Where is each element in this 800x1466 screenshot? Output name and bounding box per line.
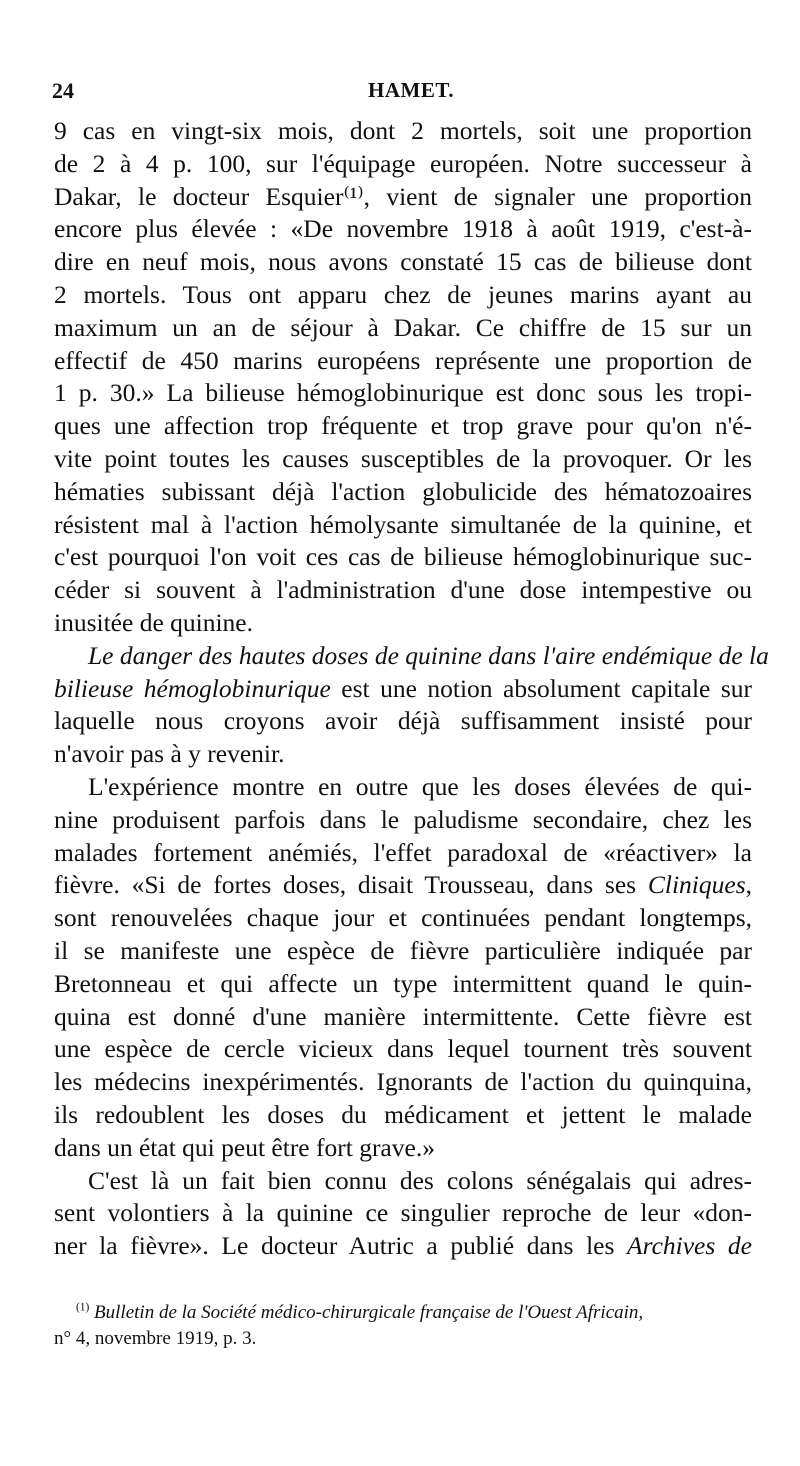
text-line: 2 mortels. Tous ont apparu chez de jeunes marins ayant au bbox=[54, 279, 752, 309]
text-run: , bbox=[745, 870, 752, 900]
text-line: une espèce de cercle vicieux dans lequel tournent très souvent bbox=[54, 1034, 752, 1064]
text-line: inusitée de quinine. bbox=[54, 607, 253, 637]
text-line: L'expérience montre en outre que les doses élevées de qui- bbox=[88, 771, 752, 801]
text-line: 9 cas en vingt-six mois, dont 2 mortels, soit une proportion bbox=[54, 116, 752, 145]
text-line: n'avoir pas à y revenir. bbox=[54, 739, 285, 769]
text-line: les médecins inexpérimentés. Ignorants de l'action du quinquina, bbox=[54, 1067, 752, 1097]
text-line: de 2 à 4 p. 100, sur l'équipage européen. Notre successeur à bbox=[54, 148, 752, 178]
running-title: HAMET. bbox=[368, 78, 455, 102]
text-line: encore plus élevée : «De novembre 1918 à août 1919, c'est-à- bbox=[54, 214, 752, 244]
text-line: c'est pourquoi l'on voit ces cas de bilieuse hémoglobinurique suc- bbox=[54, 542, 752, 572]
text-line bbox=[54, 640, 769, 673]
text-run: ner la fièvre». Le docteur Autric a publié dans les bbox=[54, 1231, 628, 1261]
text-line: C'est là un fait bien connu des colons sénégalais qui adres- bbox=[88, 1165, 752, 1195]
text-line bbox=[54, 1230, 752, 1263]
text-line: nine produisent parfois dans le paludisme secondaire, chez les bbox=[54, 804, 752, 834]
text-line: hématies subissant déjà l'action globulicide des hématozoaires bbox=[54, 476, 752, 506]
text-line: ques une affection trop fréquente et trop grave pour qu'on n'é- bbox=[54, 411, 752, 441]
text-line: maximum un an de séjour à Dakar. Ce chiffre de 15 sur un bbox=[54, 312, 752, 342]
paragraph-2 bbox=[54, 640, 769, 771]
italic-title: Archives de bbox=[627, 1231, 752, 1261]
body-text bbox=[54, 115, 769, 1263]
text-line: dire en neuf mois, nous avons constaté 15 cas de bilieuse dont bbox=[54, 247, 752, 277]
paragraph-3 bbox=[54, 771, 752, 1165]
italic-phrase: bilieuse hémoglobinurique bbox=[54, 673, 331, 703]
page-number: 24 bbox=[52, 78, 74, 103]
text-line: vite point toutes les causes susceptibles de la provoquer. Or les bbox=[54, 443, 752, 473]
text-line: céder si souvent à l'administration d'une dose intempestive ou bbox=[54, 575, 752, 605]
text-line: Dakar, le docteur Esquier⁽¹⁾, vient de signaler une proportion bbox=[54, 181, 752, 211]
text-line: Bretonneau et qui affecte un type intermittent quand le quin- bbox=[54, 968, 752, 998]
paragraph-1 bbox=[54, 115, 752, 640]
text-line: laquelle nous croyons avoir déjà suffisamment insisté pour bbox=[54, 706, 752, 736]
footnote-citation: Bulletin de la Société médico-chirurgicale française de l'Ouest Africain, bbox=[94, 1302, 644, 1323]
paragraph-4 bbox=[54, 1165, 752, 1263]
text-line bbox=[54, 869, 752, 902]
footnote-marker: (1) bbox=[76, 1301, 90, 1314]
text-line: sent volontiers à la quinine ce singulier reproche de leur «don- bbox=[54, 1198, 752, 1228]
footnote bbox=[54, 1300, 752, 1352]
footnote-line bbox=[54, 1300, 752, 1326]
footnote-line: n° 4, novembre 1919, p. 3. bbox=[54, 1328, 257, 1349]
text-line: il se manifeste une espèce de fièvre particulière indiquée par bbox=[54, 935, 752, 965]
running-head bbox=[52, 78, 752, 108]
text-line: ils redoublent les doses du médicament et jettent le malade bbox=[54, 1099, 752, 1129]
text-line: quina est donné d'une manière intermittente. Cette fièvre est bbox=[54, 1001, 752, 1031]
text-run: est une notion absolument capitale sur bbox=[330, 673, 752, 703]
text-line: sont renouvelées chaque jour et continuées pendant longtemps, bbox=[54, 903, 752, 933]
italic-phrase: Le danger des hautes doses de quinine dans l'aire endémique de la bbox=[88, 640, 769, 670]
text-line: 1 p. 30.» La bilieuse hémoglobinurique est donc sous les tropi- bbox=[54, 378, 752, 408]
text-line: malades fortement anémiés, l'effet paradoxal de «réactiver» la bbox=[54, 837, 752, 867]
text-line bbox=[54, 673, 752, 706]
text-line: effectif de 450 marins européens représente une proportion de bbox=[54, 345, 752, 375]
text-line: dans un état qui peut être fort grave.» bbox=[54, 1132, 435, 1162]
italic-title: Cliniques bbox=[647, 870, 746, 900]
text-line: résistent mal à l'action hémolysante simultanée de la quinine, et bbox=[54, 509, 752, 539]
text-run: fièvre. «Si de fortes doses, disait Trousseau, dans ses bbox=[54, 870, 648, 900]
